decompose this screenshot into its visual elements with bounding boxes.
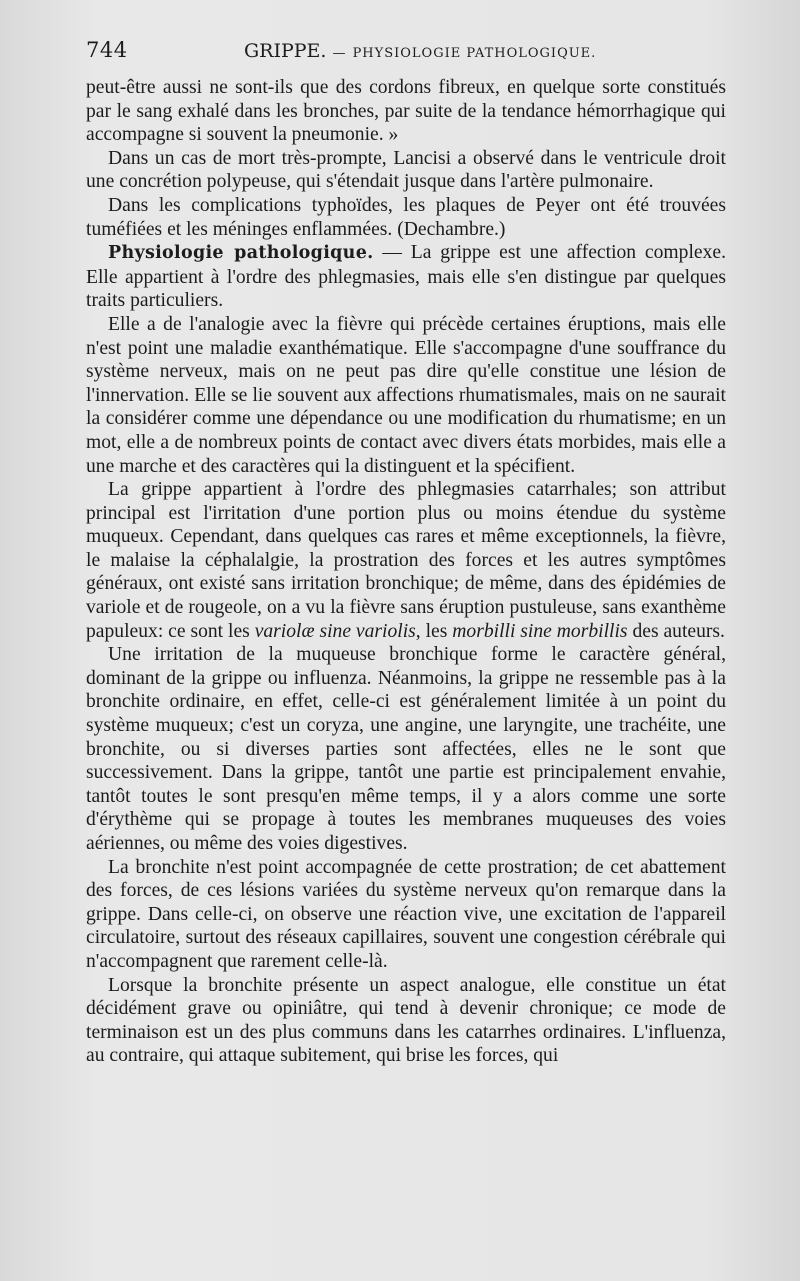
- running-title: [244, 40, 596, 62]
- paragraph-continued: peut-être aussi ne sont-ils que des cordons fibreux, en quelque sorte constitués par le sang exhalé dans les bronches, par suite de la tendance hémorrhagique qui accompagne si souvent la pneumonie. »: [86, 77, 726, 146]
- paragraph-typhoid: Dans les complications typhoïdes, les plaques de Peyer ont été trouvées tuméfiées et les méninges enflammées. (Dechambre.): [86, 194, 726, 240]
- paragraph-catarrhales-end: des auteurs.: [627, 620, 725, 642]
- section-intro-text: — La grippe est une affection complexe. Elle appartient à l'ordre des phlegmasies, mais elle s'en distingue par quelques traits particuliers.: [86, 242, 726, 312]
- latin-term-variolae: variolæ sine variolis: [254, 620, 416, 642]
- paragraph-bronchite: La bronchite n'est point accompagnée de cette prostration; de cet abattement des forces, de ces lésions variées du système nerveux qu'on remarque dans la grippe. Dans celle-ci, on observe une réaction vive, une excitation de l'appareil circulatoire, surtout des réseaux capillaires, souvent une congestion cérébrale qui n'accompagnent que rarement celle-là.: [86, 856, 726, 972]
- paragraph-irritation: Une irritation de la muqueuse bronchique forme le caractère général, dominant de la grippe ou influenza. Néanmoins, la grippe ne ressemble pas à la bronchite ordinaire, en effet, celle-ci est généralement limitée à un point du système muqueux; c'est un coryza, une angine, une laryngite, une trachéite, une bronchite, ou si diverses parties sont affectées, elles ne le sont que successivement. Dans la grippe, tantôt une partie est principalement envahie, tantôt toutes le sont presqu'en même temps, il y a alors comme une sorte d'érythème qui se propage à toutes les membranes muqueuses des voies aériennes, ou même des voies digestives.: [86, 644, 726, 854]
- paragraph-catarrhales-text: La grippe appartient à l'ordre des phlegmasies catarrhales; son attribut principal est l'irritation d'une portion plus ou moins étendue du système muqueux. Cependant, dans quelques cas rares et même exceptionnels, la fièvre, le malaise la céphalalgie, la prostration des forces et les autres symptômes généraux, ont existé sans irritation bronchique; de même, dans des épidémies de variole et de rougeole, on a vu la fièvre sans éruption pustuleuse, sans exanthème papuleux: ce sont les: [86, 479, 726, 642]
- paragraph-lancisi: Dans un cas de mort très-prompte, Lancisi a observé dans le ventricule droit une concrétion polypeuse, qui s'étendait jusque dans l'artère pulmonaire.: [86, 147, 726, 193]
- paragraph-analogie: Elle a de l'analogie avec la fièvre qui précède certaines éruptions, mais elle n'est point une maladie exanthématique. Elle s'accompagne d'une souffrance du système nerveux, mais on ne peut pas dire qu'elle constitue une lésion de l'innervation. Elle se lie souvent aux affections rhumatismales, mais on ne saurait la considérer comme une dépendance ou une modification du rhumatisme; en un mot, elle a de nombreux points de contact avec divers états morbides, mais elle a une marche et des caractères qui la distinguent et la spécifient.: [86, 313, 726, 477]
- page-number: 744: [86, 38, 128, 62]
- paragraph-lorsque: Lorsque la bronchite présente un aspect analogue, elle constitue un état décidément grave ou opiniâtre, qui tend à devenir chronique; ce mode de terminaison est un des plus communs dans les catarrhes ordinaires. L'influenza, au contraire, qui attaque subitement, qui brise les forces, qui: [86, 974, 726, 1067]
- running-header: [86, 36, 726, 70]
- running-title-section: PHYSIOLOGIE PATHOLOGIQUE.: [352, 46, 597, 61]
- running-title-main: GRIPPE.: [244, 40, 327, 62]
- latin-term-morbilli: morbilli sine morbillis: [452, 620, 628, 642]
- paragraph-catarrhales: [86, 478, 726, 643]
- body-text: [86, 76, 726, 1068]
- section-heading: Physiologie pathologique.: [108, 243, 374, 264]
- paragraph-physiologie: [86, 241, 726, 313]
- running-title-dash: —: [332, 46, 347, 61]
- paragraph-catarrhales-sep: , les: [415, 620, 453, 642]
